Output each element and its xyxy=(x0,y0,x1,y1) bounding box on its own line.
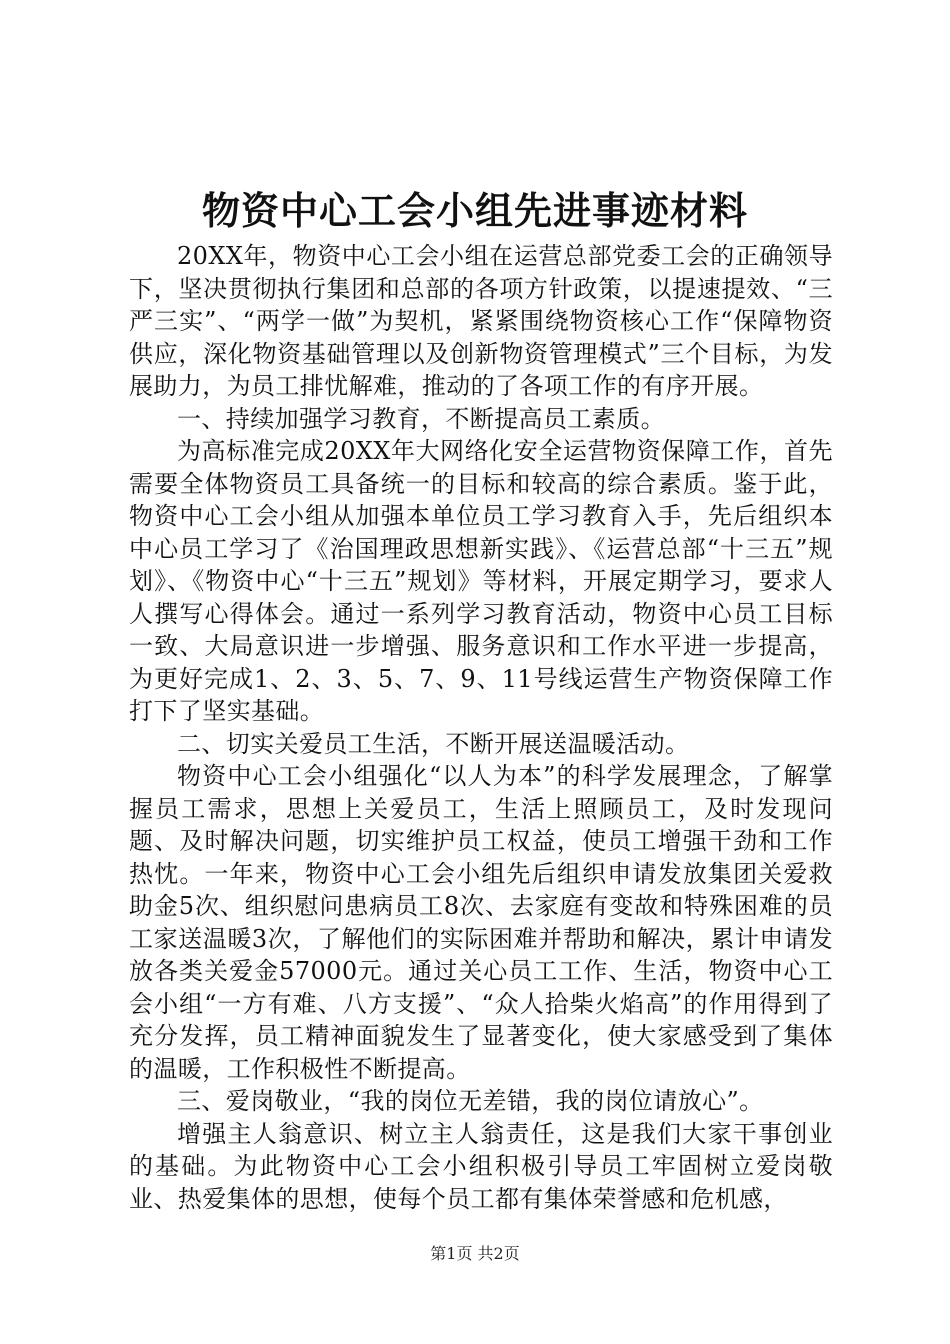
paragraph-section-2: 物资中心工会小组强化“以人为本”的科学发展理念，了解掌握员工需求，思想上关爱员工，生活上照顾员工，及时发现问题、及时解决问题，切实维护员工权益，使员工增强干劲和工作热忱。一年来，物资中心工会小组先后组织申请发放集团关爱救助金5次、组织慰问患病员工8次、去家庭有变故和特殊困难的员工家送温暖3次，了解他们的实际困难并帮助和解决，累计申请发放各类关爱金57000元。通过关心员工工作、生活，物资中心工会小组“一方有难、八方支援”、“众人拾柴火焰高”的作用得到了充分发挥，员工精神面貌发生了显著变化，使大家感受到了集体的温暖，工作积极性不断提高。 xyxy=(129,762,833,1083)
section-heading-1: 一、持续加强学习教育，不断提高员工素质。 xyxy=(177,404,665,433)
paragraph-section-1: 为高标准完成20XX年大网络化安全运营物资保障工作，首先需要全体物资员工具备统一的目标和较高的综合素质。鉴于此，物资中心工会小组从加强本单位员工学习教育入手，先后组织本中心员工学习了《治国理政思想新实践》、《运营总部“十三五”规划》、《物资中心“十三五”规划》等材料，开展定期学习，要求人人撰写心得体会。通过一系列学习教育活动，物资中心员工目标一致、大局意识进一步增强、服务意识和工作水平进一步提高，为更好完成1、2、3、5、7、9、11号线运营生产物资保障工作打下了坚实基础。 xyxy=(129,437,833,725)
document-title: 物资中心工会小组先进事迹材料 xyxy=(201,188,748,233)
page-number-footer: 第1页 共2页 xyxy=(430,1244,520,1263)
document-body xyxy=(129,240,833,1215)
section-heading-2: 二、切实关爱员工生活，不断开展送温暖活动。 xyxy=(177,729,690,758)
paragraph-intro: 20XX年，物资中心工会小组在运营总部党委工会的正确领导下，坚决贯彻执行集团和总部的各项方针政策，以提速提效、“三严三实”、“两学一做”为契机，紧紧围绕物资核心工作“保障物资供应，深化物资基础管理以及创新物资管理模式”三个目标，为发展助力，为员工排忧解难，推动的了各项工作的有序开展。 xyxy=(129,242,833,400)
paragraph-section-3: 增强主人翁意识、树立主人翁责任，这是我们大家干事创业的基础。为此物资中心工会小组积极引导员工牢固树立爱岗敬业、热爱集体的思想，使每个员工都有集体荣誉感和危机感， xyxy=(129,1119,833,1213)
section-heading-3: 三、爱岗敬业，“我的岗位无差错，我的岗位请放心”。 xyxy=(177,1087,764,1115)
